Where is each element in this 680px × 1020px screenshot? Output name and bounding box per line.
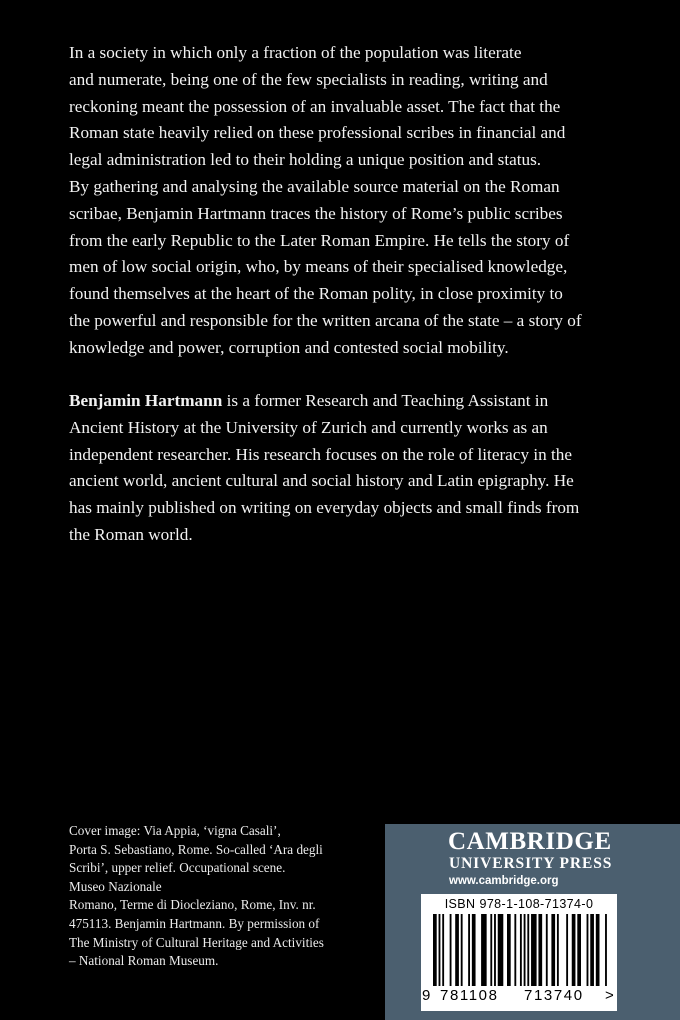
author-bio xyxy=(69,388,629,549)
barcode-bar xyxy=(527,914,529,986)
bio-line: is a former Research and Teaching Assistant in xyxy=(222,391,549,410)
blurb-line: By gathering and analysing the available source material on the Roman xyxy=(69,176,560,196)
bio-line: independent researcher. His research focuses on the role of literacy in the xyxy=(69,444,572,464)
isbn-number: 978-1-108-71374-0 xyxy=(479,897,594,911)
isbn-label xyxy=(421,897,617,911)
credit-line: Cover image: Via Appia, ‘vigna Casali’, xyxy=(69,823,281,838)
barcode-bar xyxy=(520,914,522,986)
bio-line: ancient world, ancient cultural and social history and Latin epigraphy. He xyxy=(69,471,574,491)
book-blurb xyxy=(69,40,629,362)
blurb-line: and numerate, being one of the few specialists in reading, writing and xyxy=(69,69,548,89)
publisher-logo-subtitle: UNIVERSITY PRESS xyxy=(449,855,613,872)
blurb-paragraph xyxy=(69,40,629,362)
barcode-bar xyxy=(498,914,504,986)
blurb-line: Roman state heavily relied on these professional scribes in financial and xyxy=(69,123,566,143)
blurb-line: In a society in which only a fraction of the population was literate xyxy=(69,43,522,62)
author-name: Benjamin Hartmann xyxy=(69,391,223,410)
isbn-barcode xyxy=(421,894,617,1011)
barcode-bar xyxy=(494,914,496,986)
publisher-logo-name: CAMBRIDGE xyxy=(448,828,612,855)
credit-line: Porta S. Sebastiano, Rome. So-called ‘Ara degli xyxy=(69,841,323,857)
barcode-digit-lead: 9 xyxy=(422,987,431,1004)
barcode-bar xyxy=(490,914,492,986)
barcode-bar xyxy=(566,914,568,986)
barcode-bar xyxy=(531,914,537,986)
blurb-line: legal administration led to their holding a unique position and status. xyxy=(69,150,542,170)
blurb-line: reckoning meant the possession of an invaluable asset. The fact that the xyxy=(69,96,561,116)
blurb-line: the powerful and responsible for the written arcana of the state – a story of xyxy=(69,310,582,330)
bio-line: Ancient History at the University of Zurich and currently works as an xyxy=(69,417,548,437)
credit-line: 475113. Benjamin Hartmann. By permission of xyxy=(69,915,320,931)
barcode-bar xyxy=(472,914,476,986)
credit-line: The Ministry of Cultural Heritage and Activities xyxy=(69,934,324,950)
publisher-panel xyxy=(385,824,680,1020)
credit-line: Museo Nazionale xyxy=(69,878,162,894)
barcode-bar xyxy=(546,914,548,986)
publisher-url: www.cambridge.org xyxy=(449,875,559,887)
barcode-bar xyxy=(514,914,516,986)
barcode-bar xyxy=(538,914,542,986)
barcode-bar xyxy=(572,914,576,986)
barcode-digit-group-left: 781108 xyxy=(440,987,499,1004)
credit-line: Romano, Terme di Diocleziano, Rome, Inv. nr. xyxy=(69,897,316,913)
barcode-bar xyxy=(551,914,555,986)
barcode-bar xyxy=(481,914,487,986)
barcode-bar xyxy=(455,914,459,986)
barcode-bar xyxy=(507,914,511,986)
barcode-bar xyxy=(596,914,600,986)
barcode-bar xyxy=(590,914,594,986)
blurb-line: knowledge and power, corruption and contested social mobility. xyxy=(69,337,509,357)
barcode-bar xyxy=(524,914,526,986)
barcode-bar xyxy=(587,914,589,986)
barcode-bar xyxy=(450,914,452,986)
blurb-line: scribae, Benjamin Hartmann traces the history of Rome’s public scribes xyxy=(69,203,563,223)
barcode-bar xyxy=(605,914,607,986)
bio-line: has mainly published on writing on everyday objects and small finds from xyxy=(69,498,580,518)
barcode-digit-group-right: 713740 xyxy=(524,987,584,1004)
barcode-bar xyxy=(577,914,581,986)
barcode-bar xyxy=(468,914,470,986)
blurb-line: men of low social origin, who, by means of their specialised knowledge, xyxy=(69,257,568,277)
barcode-bars xyxy=(433,914,607,992)
blurb-line: found themselves at the heart of the Roman polity, in close proximity to xyxy=(69,284,563,304)
barcode-bar xyxy=(439,914,441,986)
barcode-bar xyxy=(442,914,444,986)
barcode-quiet-zone-mark: > xyxy=(605,987,614,1004)
credit-line: Scribi’, upper relief. Occupational scene. xyxy=(69,860,286,876)
cover-image-credit xyxy=(69,822,374,971)
barcode-bar xyxy=(461,914,463,986)
barcode-bar xyxy=(557,914,559,986)
barcode-bar xyxy=(433,914,437,986)
isbn-prefix: ISBN xyxy=(444,897,476,911)
blurb-line: from the early Republic to the Later Roman Empire. He tells the story of xyxy=(69,230,570,250)
credit-line: – National Roman Museum. xyxy=(69,953,219,969)
bio-line: the Roman world. xyxy=(69,524,193,544)
